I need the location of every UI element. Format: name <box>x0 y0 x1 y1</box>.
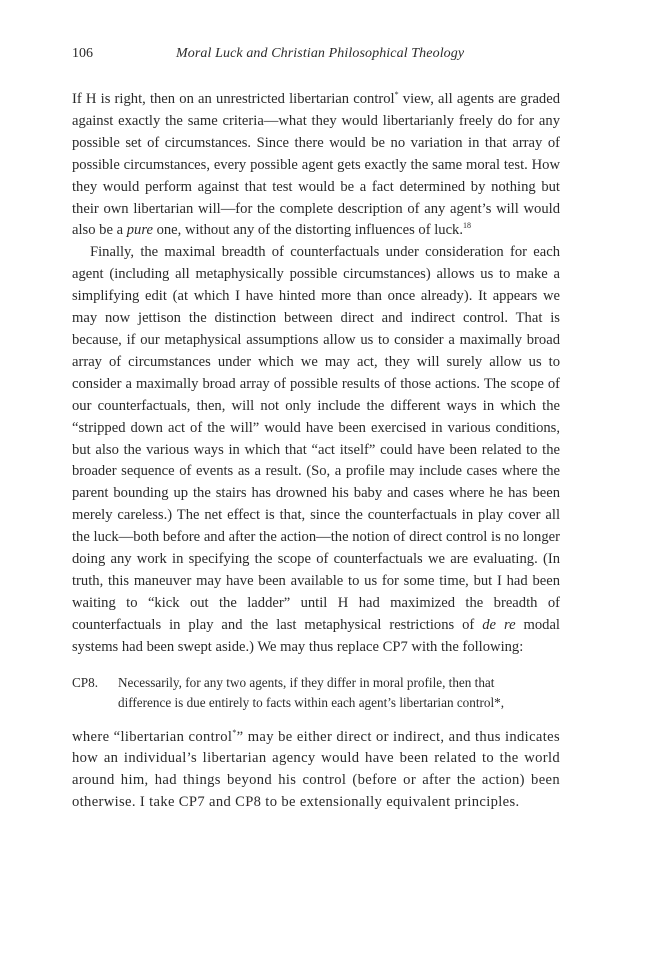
paragraph-3-text-a: where “libertarian control <box>72 728 233 745</box>
asterisk-mark-2: * <box>232 727 237 737</box>
paragraph-1-text-b: view, all agents are graded against exactly the same criteria—what they would libertarianly freely do for any possible set of circumstances. Since there would be no variation in that array of possible circumstances, every possible agent gets exactly the same moral test. How they would perform against that test would be a fact determined by nothing but their own libertarian will—for the complete description of any agent’s will would also be a <box>72 91 560 239</box>
paragraph-2 <box>72 242 560 658</box>
paragraph-1 <box>72 89 560 242</box>
paragraph-2-text-a: Finally, the maximal breadth of counterfactuals under consideration for each agent (including all metaphysically possible circumstances) allows us to make a simplifying edit (at which I have hinted more than once already). It appears we may now jettison the distinction between direct and indirect control. That is because, if our metaphysical assumptions allow us to consider a maximally broad array of circumstances under which we may act, they will surely allow us to consider a maximally broad array of possible results of those actions. The scope of our counterfactuals, then, will not only include the different ways in which the “stripped down act of the will” would have been exercised in various conditions, but also the various ways in which that “act itself” could have been related to the broader sequence of events as a result. (So, a profile may include cases where the parent bounding up the stairs has drowned his baby and cases where he has been merely careless.) The net effect is that, since the counterfactuals in play cover all the luck—both before and after the action—the notion of direct control is no longer doing any work in specifying the scope of counterfactuals we are evaluating. (In truth, this maneuver may have been available to us for some time, but I had been waiting to “kick out the ladder” until H had maximized the breadth of counterfactuals in play and the last metaphysical restrictions of <box>72 244 560 633</box>
body-text <box>72 89 560 659</box>
paragraph-3-text-b: ” may be either direct or indirect, and thus indicates how an individual’s libertarian agency would have been related to the world around him, had things beyond his control (before or after the action) been otherwise. I take CP7 and CP8 to be extensionally equivalent principles. <box>72 728 561 811</box>
paragraph-1-text-a: If H is right, then on an unrestricted libertarian control <box>72 91 395 107</box>
asterisk-mark: * <box>394 90 399 100</box>
footnote-marker-18: 18 <box>463 221 471 231</box>
emphasis-de-re: de re <box>482 616 516 633</box>
running-head: Moral Luck and Christian Philosophical Theology <box>176 46 465 61</box>
principle-label: CP8. <box>72 674 99 690</box>
page-number: 106 <box>72 46 93 61</box>
emphasis-pure: pure <box>126 222 153 239</box>
book-page <box>72 40 560 829</box>
paragraph-3 <box>72 727 560 815</box>
principle-text: Necessarily, for any two agents, if they differ in moral profile, then that difference is due entirely to facts within each agent’s libertarian control*, <box>118 674 505 710</box>
principle-cp8 <box>72 673 560 713</box>
page-header <box>72 40 560 64</box>
paragraph-1-text-c: one, without any of the distorting influences of luck. <box>152 222 463 239</box>
paragraph-2-text-b: modal systems had been swept aside.) We may thus replace CP7 with the following: <box>72 616 560 655</box>
